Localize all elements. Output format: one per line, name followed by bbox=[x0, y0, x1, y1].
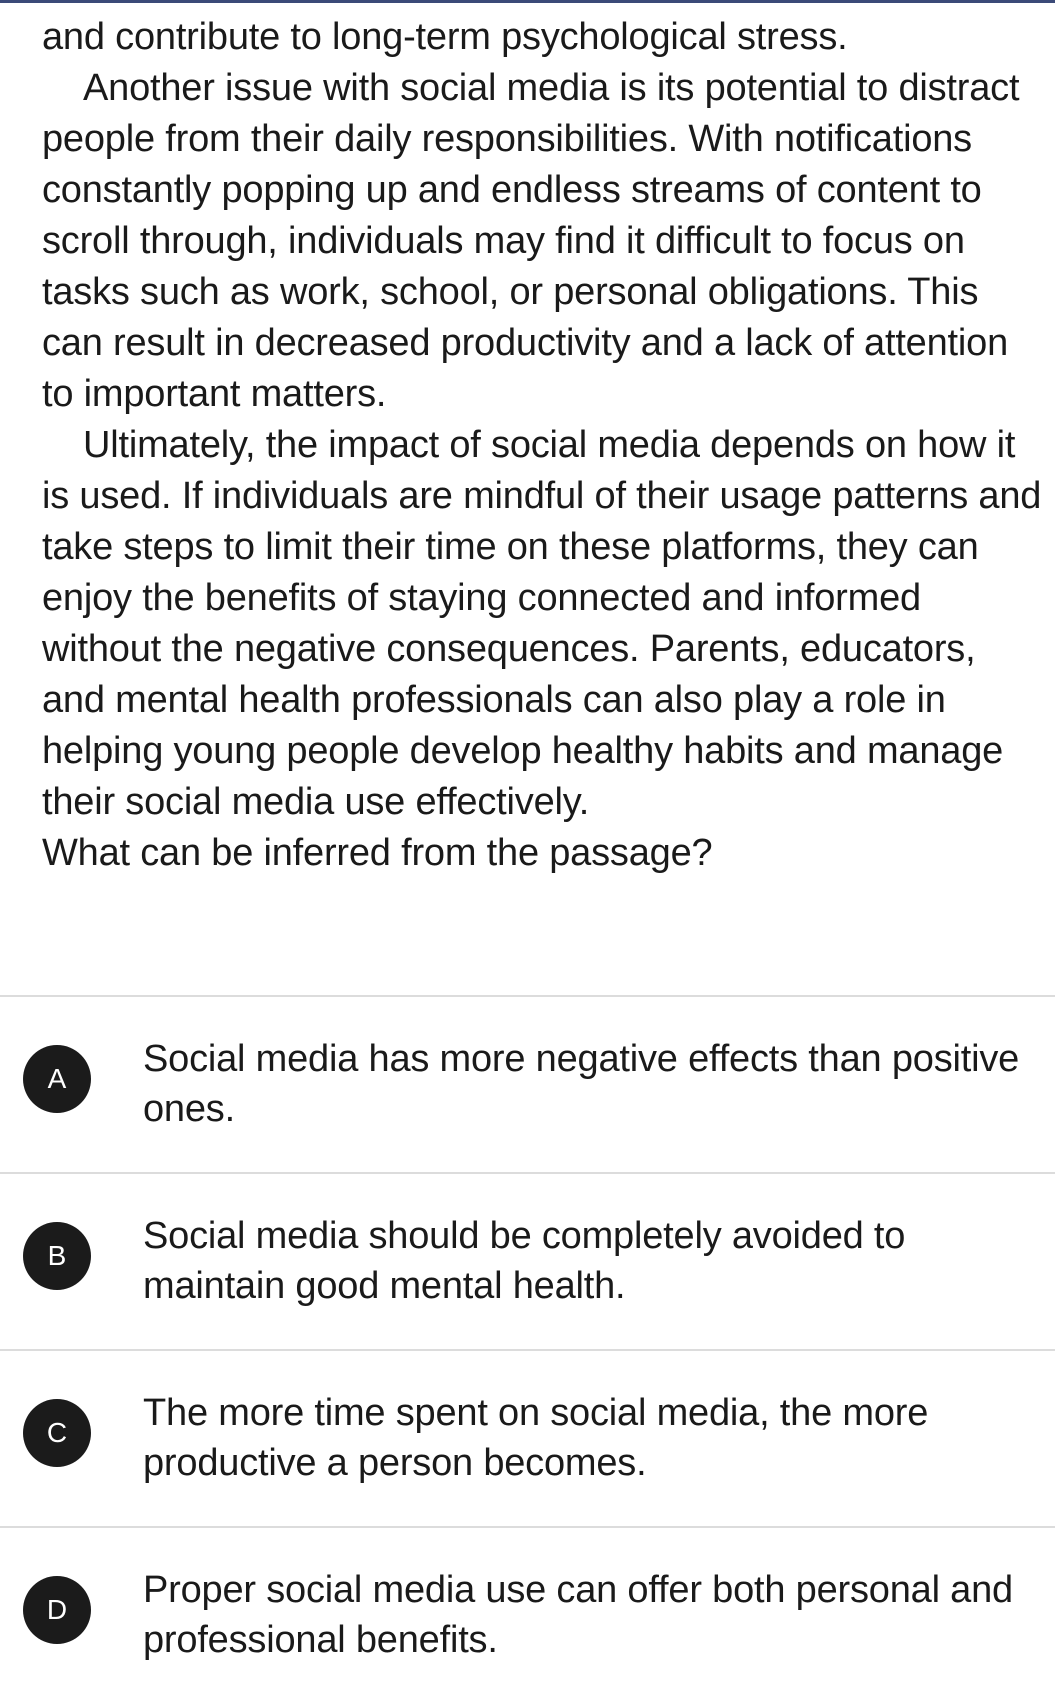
option-c[interactable] bbox=[0, 1349, 1055, 1526]
option-b-text: Social media should be completely avoided to maintain good mental health. bbox=[143, 1215, 906, 1307]
option-a-text: Social media has more negative effects than positive ones. bbox=[143, 1038, 1020, 1130]
option-c-text: The more time spent on social media, the more productive a person becomes. bbox=[143, 1392, 929, 1484]
top-rule bbox=[0, 0, 1055, 3]
option-c-letter-badge: C bbox=[23, 1399, 91, 1467]
option-a[interactable] bbox=[0, 995, 1055, 1172]
answer-options bbox=[0, 995, 1055, 1706]
option-d[interactable] bbox=[0, 1526, 1055, 1706]
option-d-letter-badge: D bbox=[23, 1576, 91, 1644]
option-b-letter-badge: B bbox=[23, 1222, 91, 1290]
option-d-text: Proper social media use can offer both personal and professional benefits. bbox=[143, 1569, 1013, 1661]
reading-passage bbox=[42, 12, 1047, 879]
option-a-letter-badge: A bbox=[23, 1045, 91, 1113]
question-text: What can be inferred from the passage? bbox=[42, 832, 713, 874]
passage-paragraph-2: Ultimately, the impact of social media depends on how it is used. If individuals are mindful of their usage patterns and take steps to limit their time on these platforms, they can enjoy the benefits of staying connected and informed without the negative consequences. Parents, educators, and mental health professionals can also play a role in helping young people develop healthy habits and manage their social media use effectively. bbox=[42, 424, 1042, 823]
passage-paragraph-1: Another issue with social media is its potential to distract people from their daily responsibilities. With notifications constantly popping up and endless streams of content to scroll through, individuals may find it difficult to focus on tasks such as work, school, or personal obligations. This can result in decreased productivity and a lack of attention to important matters. bbox=[42, 67, 1020, 415]
option-b[interactable] bbox=[0, 1172, 1055, 1349]
passage-paragraph-0: and contribute to long-term psychological stress. bbox=[42, 16, 848, 58]
